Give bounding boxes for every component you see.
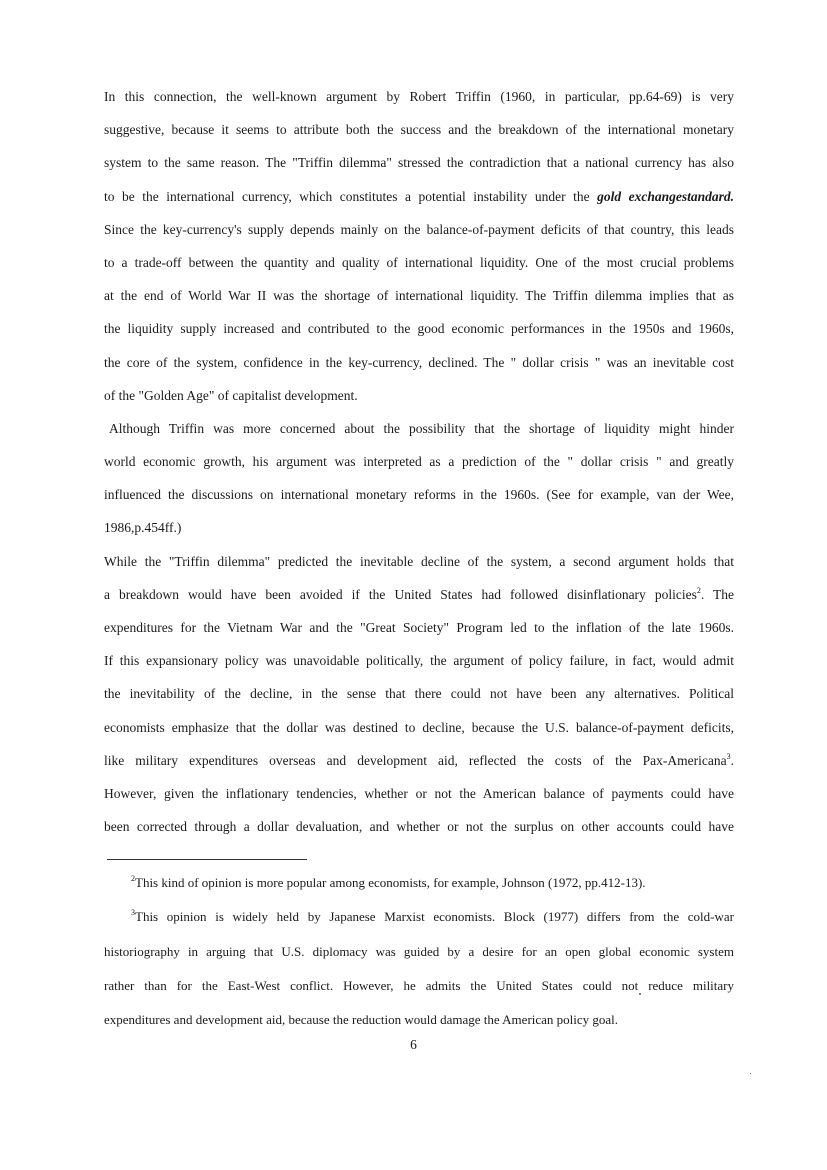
paragraph-1-line-9: the core of the system, confidence in the key-currency, declined. The " dollar crisis " was an inevitable cost xyxy=(104,354,734,370)
paragraph-1-line-10: of the "Golden Age" of capitalist development. xyxy=(104,387,358,403)
paragraph-2-line-2: world economic growth, his argument was interpreted as a prediction of the " dollar crisis " and greatly xyxy=(104,454,734,470)
paragraph-1-line-2: suggestive, because it seems to attribute both the success and the breakdown of the international monetary xyxy=(104,122,734,138)
paragraph-1-line-4 xyxy=(104,180,734,213)
paragraph-3-line-7-text: like military expenditures overseas and development aid, reflected the costs of the Pax-Americana xyxy=(104,752,727,768)
paragraph-3-line-2 xyxy=(104,578,734,611)
footnote-3-mark: 3 xyxy=(131,908,135,918)
paragraph-3-line-3: expenditures for the Vietnam War and the "Great Society" Program led to the inflation of the late 1960s. xyxy=(104,620,734,635)
footnotes xyxy=(104,866,734,1037)
gold-exchange-standard-term: gold exchangestandard. xyxy=(597,188,734,204)
footnote-3-reference: 3 xyxy=(726,751,731,761)
paragraph-3-line-2-text: a breakdown would have been avoided if the United States had followed disinflationary policies xyxy=(104,586,697,602)
paragraph-3-line-4: If this expansionary policy was unavoidable politically, the argument of policy failure, in fact, would admit xyxy=(104,653,734,669)
paragraph-1-line-7: at the end of World War II was the shortage of international liquidity. The Triffin dilemma implies that as xyxy=(104,288,734,304)
footnote-2-mark: 2 xyxy=(131,874,135,883)
footnote-3-text-line-1: This opinion is widely held by Japanese Marxist economists. Block (1977) differs from the cold-war xyxy=(135,909,734,925)
footnote-separator xyxy=(107,859,307,860)
body-text xyxy=(104,80,734,843)
footnote-3-line-1 xyxy=(104,900,734,934)
footnote-3-line-4: expenditures and development aid, because the reduction would damage the American policy goal. xyxy=(104,1012,619,1028)
paragraph-1-line-8: the liquidity supply increased and contributed to the good economic performances in the 1950s and 1960s, xyxy=(104,321,734,337)
paragraph-2-line-4: 1986,p.454ff.) xyxy=(104,520,182,536)
paragraph-1-line-5: Since the key-currency's supply depends mainly on the balance-of-payment deficits of that country, this leads xyxy=(104,221,734,237)
paragraph-3-line-5: the inevitability of the decline, in the sense that there could not have been any alternatives. Political xyxy=(104,686,734,702)
scan-speck xyxy=(639,993,641,995)
paragraph-3-line-7 xyxy=(104,744,734,777)
paragraph-1-line-4-text: to be the international currency, which constitutes a potential instability under the xyxy=(104,188,598,204)
paragraph-3-line-9: been corrected through a dollar devaluation, and whether or not the surplus on other accounts could have xyxy=(104,819,734,835)
paragraph-3-line-1: While the "Triffin dilemma" predicted the inevitable decline of the system, a second argument holds that xyxy=(104,553,734,569)
footnote-2 xyxy=(104,866,734,900)
paragraph-3-line-6: economists emphasize that the dollar was destined to decline, because the U.S. balance-of-payment deficits, xyxy=(104,719,734,735)
footnote-2-text: This kind of opinion is more popular among economists, for example, Johnson (1972, pp.412-13). xyxy=(135,875,646,890)
scan-speck xyxy=(750,1073,751,1074)
paragraph-1-line-3: system to the same reason. The "Triffin dilemma" stressed the contradiction that a national currency has also xyxy=(104,155,734,171)
page-number: 6 xyxy=(410,1037,417,1052)
paragraph-1-line-1: In this connection, the well-known argument by Robert Triffin (1960, in particular, pp.64-69) is very xyxy=(104,89,734,104)
footnote-2-reference: 2 xyxy=(696,585,701,595)
paragraph-2-line-1: Although Triffin was more concerned about the possibility that the shortage of liquidity might hinder xyxy=(109,420,734,436)
footnote-3-line-2: historiography in arguing that U.S. diplomacy was guided by a desire for an open global economic system xyxy=(104,943,734,959)
paragraph-2-line-3: influenced the discussions on international monetary reforms in the 1960s. (See for example, van der Wee, xyxy=(104,487,734,503)
paragraph-3-line-7-tail: . xyxy=(730,752,734,768)
paragraph-3-line-2-tail: . The xyxy=(700,586,735,602)
paragraph-3-line-8: However, given the inflationary tendencies, whether or not the American balance of payments could have xyxy=(104,785,734,801)
paragraph-1-line-6: to a trade-off between the quantity and quality of international liquidity. One of the most crucial problems xyxy=(104,254,734,270)
footnote-3-line-3: rather than for the East-West conflict. However, he admits the United States could not reduce military xyxy=(104,977,734,993)
